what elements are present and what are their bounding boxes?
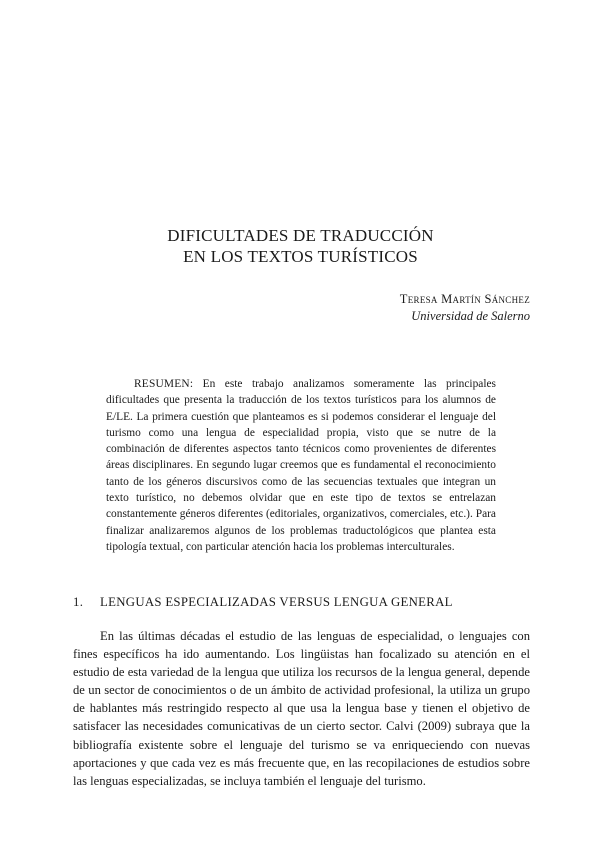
abstract-paragraph <box>106 376 496 555</box>
section-number: 1. <box>73 595 84 609</box>
paper-title <box>0 225 601 267</box>
abstract <box>106 376 496 555</box>
author-name: Teresa Martín Sánchez <box>399 292 530 306</box>
author-affiliation: Universidad de Salerno <box>411 309 530 323</box>
author-block <box>400 291 530 325</box>
section-heading <box>73 594 453 610</box>
body-paragraph: En las últimas décadas el estudio de las lenguas de especialidad, o lenguajes con fines específicos ha ido aumentando. Los lingüistas han focalizado su atención en el estudio de esta variedad de la lengua que utiliza los recursos de la lengua general, depende de un sector de conocimientos o de un ámbito de actividad profesional, la utiliza un grupo de hablantes más restringido respecto al que usa la lengua base y tienen el objetivo de satisfacer las necesidades comunicativas de un cierto sector. Calvi (2009) subraya que la bibliografía existente sobre el lenguaje del turismo se va enriqueciendo con nuevas aportaciones y que cada vez es más frecuente que, en las recopilaciones de estudios sobre las lenguas especializadas, se incluya también el lenguaje del turismo. <box>73 629 530 788</box>
abstract-text: En este trabajo analizamos someramente las principales dificultades que presenta la traducción de los textos turísticos para los alumnos de E/LE. La primera cuestión que planteamos es si podemos considerar el lenguaje del turismo como una lengua de especialidad propia, visto que se nutre de la combinación de diferentes aspectos tanto técnicos como provenientes de diferentes áreas disciplinares. En segundo lugar creemos que es fundamental el reconocimiento tanto de los géneros discursivos como de las secuencias textuales que integran un texto turístico, no debemos olvidar que en este tipo de textos se entrelazan constantemente géneros diferentes (editoriales, organizativos, comerciales, etc.). Para finalizar analizaremos algunos de los problemas traductológicos que plantea esta tipología textual, con particular atención hacia los problemas interculturales. <box>106 378 496 553</box>
body-text <box>73 627 530 790</box>
title-line-1: DIFICULTADES DE TRADUCCIÓN <box>167 226 434 245</box>
abstract-label: RESUMEN: <box>134 378 194 390</box>
title-line-2: EN LOS TEXTOS TURÍSTICOS <box>183 247 418 266</box>
section-title: LENGUAS ESPECIALIZADAS VERSUS LENGUA GENERAL <box>100 595 453 609</box>
